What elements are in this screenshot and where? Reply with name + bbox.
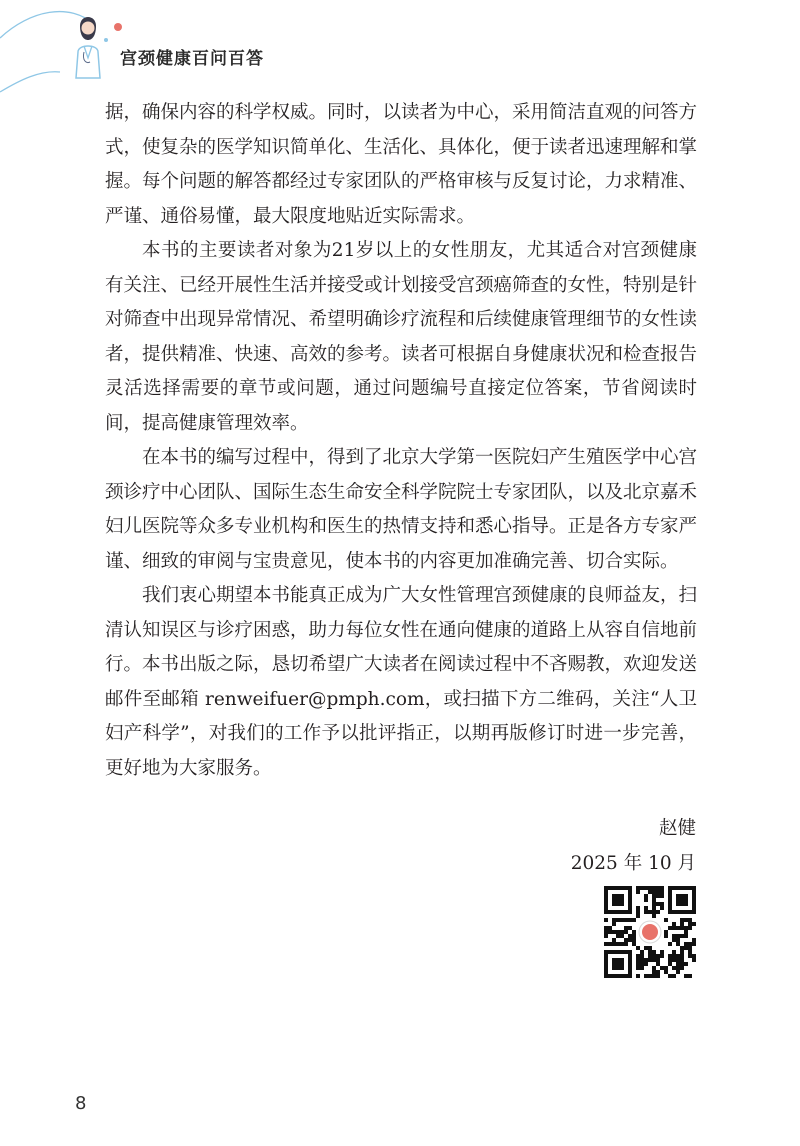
qr-module [656,910,660,914]
qr-module [648,950,652,954]
qr-module [652,954,656,958]
qr-module [612,922,616,926]
qr-module [616,918,620,922]
qr-module [688,974,692,978]
qr-module [680,954,684,958]
qr-module [660,954,664,958]
qr-module [624,918,628,922]
qr-module [668,962,672,966]
qr-module [612,938,616,942]
qr-module [664,966,668,970]
qr-module [680,934,684,938]
qr-module [652,914,656,918]
qr-module [672,954,676,958]
qr-module [660,950,664,954]
qr-module [688,926,692,930]
signature-author: 赵健 [658,818,696,839]
qr-module [684,962,688,966]
qr-module [664,918,668,922]
qr-module [640,962,644,966]
qr-module [640,958,644,962]
qr-module [644,958,648,962]
qr-module [680,922,684,926]
qr-module [636,946,640,950]
qr-module [632,930,636,934]
qr-module [640,954,644,958]
qr-module [652,906,656,910]
qr-module [612,918,616,922]
qr-module [684,934,688,938]
qr-module [636,974,640,978]
qr-module [672,926,676,930]
qr-module [648,958,652,962]
qr-module [604,934,608,938]
qr-module [684,946,688,950]
qr-module [660,906,664,910]
qr-finder-pattern [668,886,696,914]
qr-module [636,910,640,914]
qr-module [640,966,644,970]
qr-module [676,926,680,930]
qr-module [692,942,696,946]
qr-module [648,910,652,914]
qr-module [652,910,656,914]
running-header-title: 宫颈健康百问百答 [120,49,264,69]
qr-module [636,958,640,962]
qr-module [612,930,616,934]
qr-module [656,962,660,966]
qr-module [656,890,660,894]
qr-module [664,934,668,938]
qr-module [608,926,612,930]
qr-module [644,962,648,966]
qr-module [652,886,656,890]
qr-module [644,974,648,978]
qr-module [672,958,676,962]
qr-module [604,918,608,922]
qr-module [612,942,616,946]
qr-module [652,890,656,894]
signature-date: 2025 年 10 月 [570,852,696,874]
qr-module [648,890,652,894]
qr-module [656,974,660,978]
qr-module [644,946,648,950]
qr-module [624,938,628,942]
qr-module [648,946,652,950]
qr-module [676,966,680,970]
body-paragraph-1: 据，确保内容的科学权威。同时，以读者为中心，采用简洁直观的问答方式，使复杂的医学知识简单化、生活化、具体化，便于读者迅速理解和掌握。每个问题的解答都经过专家团队的严格审核与反复讨论，力求精准、严谨、通俗易懂，最大限度地贴近实际需求。 [105,102,698,227]
qr-module [620,942,624,946]
qr-module [680,918,684,922]
qr-module [632,942,636,946]
qr-module [680,950,684,954]
header-dot-pink [114,23,122,31]
qr-module [680,962,684,966]
qr-module [684,930,688,934]
qr-module [636,890,640,894]
qr-module [608,942,612,946]
qr-module [656,970,660,974]
qr-module [680,926,684,930]
qr-module [628,918,632,922]
qr-module [688,946,692,950]
qr-module [644,898,648,902]
qr-module [676,962,680,966]
qr-module [692,958,696,962]
qr-module [660,966,664,970]
qr-module [676,938,680,942]
qr-module [628,934,632,938]
qr-module [668,942,672,946]
qr-module [652,902,656,906]
qr-module [684,926,688,930]
qr-module [632,938,636,942]
qr-module [620,930,624,934]
qr-module [672,938,676,942]
qr-module [688,950,692,954]
qr-module [660,886,664,890]
body-text [105,96,697,786]
qr-module [692,954,696,958]
qr-module [680,946,684,950]
qr-module [644,906,648,910]
qr-module [648,886,652,890]
qr-module [692,922,696,926]
qr-module [660,894,664,898]
qr-code-icon[interactable] [604,886,696,978]
qr-module [664,970,668,974]
qr-module [660,902,664,906]
qr-module [632,934,636,938]
qr-module [620,918,624,922]
qr-module [672,950,676,954]
qr-module [688,918,692,922]
qr-module [684,942,688,946]
signature-block [571,812,696,881]
qr-module [636,906,640,910]
qr-logo-mark [642,924,658,940]
qr-module [668,926,672,930]
qr-module [652,894,656,898]
qr-module [688,922,692,926]
qr-module [604,942,608,946]
qr-module [648,954,652,958]
qr-module [688,942,692,946]
qr-module [644,910,648,914]
qr-module [616,930,620,934]
qr-module [672,966,676,970]
qr-module [656,894,660,898]
qr-module [636,966,640,970]
qr-module [644,886,648,890]
qr-module [660,890,664,894]
qr-module [676,942,680,946]
qr-module [676,934,680,938]
qr-module [676,954,680,958]
qr-module [644,894,648,898]
body-paragraph-2: 本书的主要读者对象为21岁以上的女性朋友，尤其适合对宫颈健康有关注、已经开展性生活并接受或计划接受宫颈癌筛查的女性，特别是针对筛查中出现异常情况、希望明确诊疗流程和后续健康管理细节的女性读者，提供精准、快速、高效的参考。读者可根据自身健康状况和检查报告灵活选择需要的章节或问题，通过问题编号直接定位答案，节省阅读时间，提高健康管理效率。 [105,240,698,434]
qr-finder-pattern [604,950,632,978]
qr-module [668,974,672,978]
qr-module [616,942,620,946]
qr-module [656,886,660,890]
qr-module [652,966,656,970]
qr-module [672,922,676,926]
qr-module [624,930,628,934]
qr-module [688,954,692,958]
qr-module [656,954,660,958]
qr-module [684,918,688,922]
header-dot-blue [104,38,108,42]
qr-module [676,970,680,974]
qr-module [672,974,676,978]
qr-module [628,926,632,930]
qr-module [656,902,660,906]
qr-module [636,962,640,966]
qr-module [680,966,684,970]
qr-module [608,930,612,934]
qr-module [672,934,676,938]
qr-module [628,938,632,942]
doctor-illustration-icon [76,17,100,78]
qr-module [636,886,640,890]
qr-module [656,958,660,962]
qr-module [640,886,644,890]
qr-module [652,950,656,954]
header-swirl-line-2 [0,72,60,92]
qr-module [664,930,668,934]
qr-module [604,926,608,930]
qr-module [632,918,636,922]
qr-module [604,930,608,934]
page-number: 8 [75,1093,87,1114]
body-paragraph-3: 在本书的编写过程中，得到了北京大学第一医院妇产生殖医学中心宫颈诊疗中心团队、国际生态生命安全科学院院士专家团队，以及北京嘉禾妇儿医院等众多专业机构和医生的热情支持和悉心指导。正是各方专家严谨、细致的审阅与宝贵意见，使本书的内容更加准确完善、切合实际。 [105,447,698,572]
qr-module [636,914,640,918]
qr-module [620,934,624,938]
qr-module [684,974,688,978]
qr-module [652,898,656,902]
qr-module [648,974,652,978]
qr-finder-pattern [604,886,632,914]
qr-module [676,958,680,962]
body-paragraph-4: 我们衷心期望本书能真正成为广大女性管理宫颈健康的良师益友，扫清认知误区与诊疗困惑，助力每位女性在通向健康的道路上从容自信地前行。本书出版之际，恳切希望广大读者在阅读过程中不吝赐教，欢迎发送邮件至邮箱 renweifuer@pmph.com，或扫描下方二维码，关注“人卫妇产科学”，对我们的工作予以批评指正，以期再版修订时进一步完善，更好地为大家服务。 [105,585,698,779]
qr-module [652,974,656,978]
qr-module [624,942,628,946]
qr-module [616,934,620,938]
qr-module [680,958,684,962]
qr-module [640,950,644,954]
qr-module [692,938,696,942]
qr-module [652,970,656,974]
qr-module [636,954,640,958]
qr-module [668,954,672,958]
qr-module [624,926,628,930]
qr-module [652,958,656,962]
qr-module [668,958,672,962]
